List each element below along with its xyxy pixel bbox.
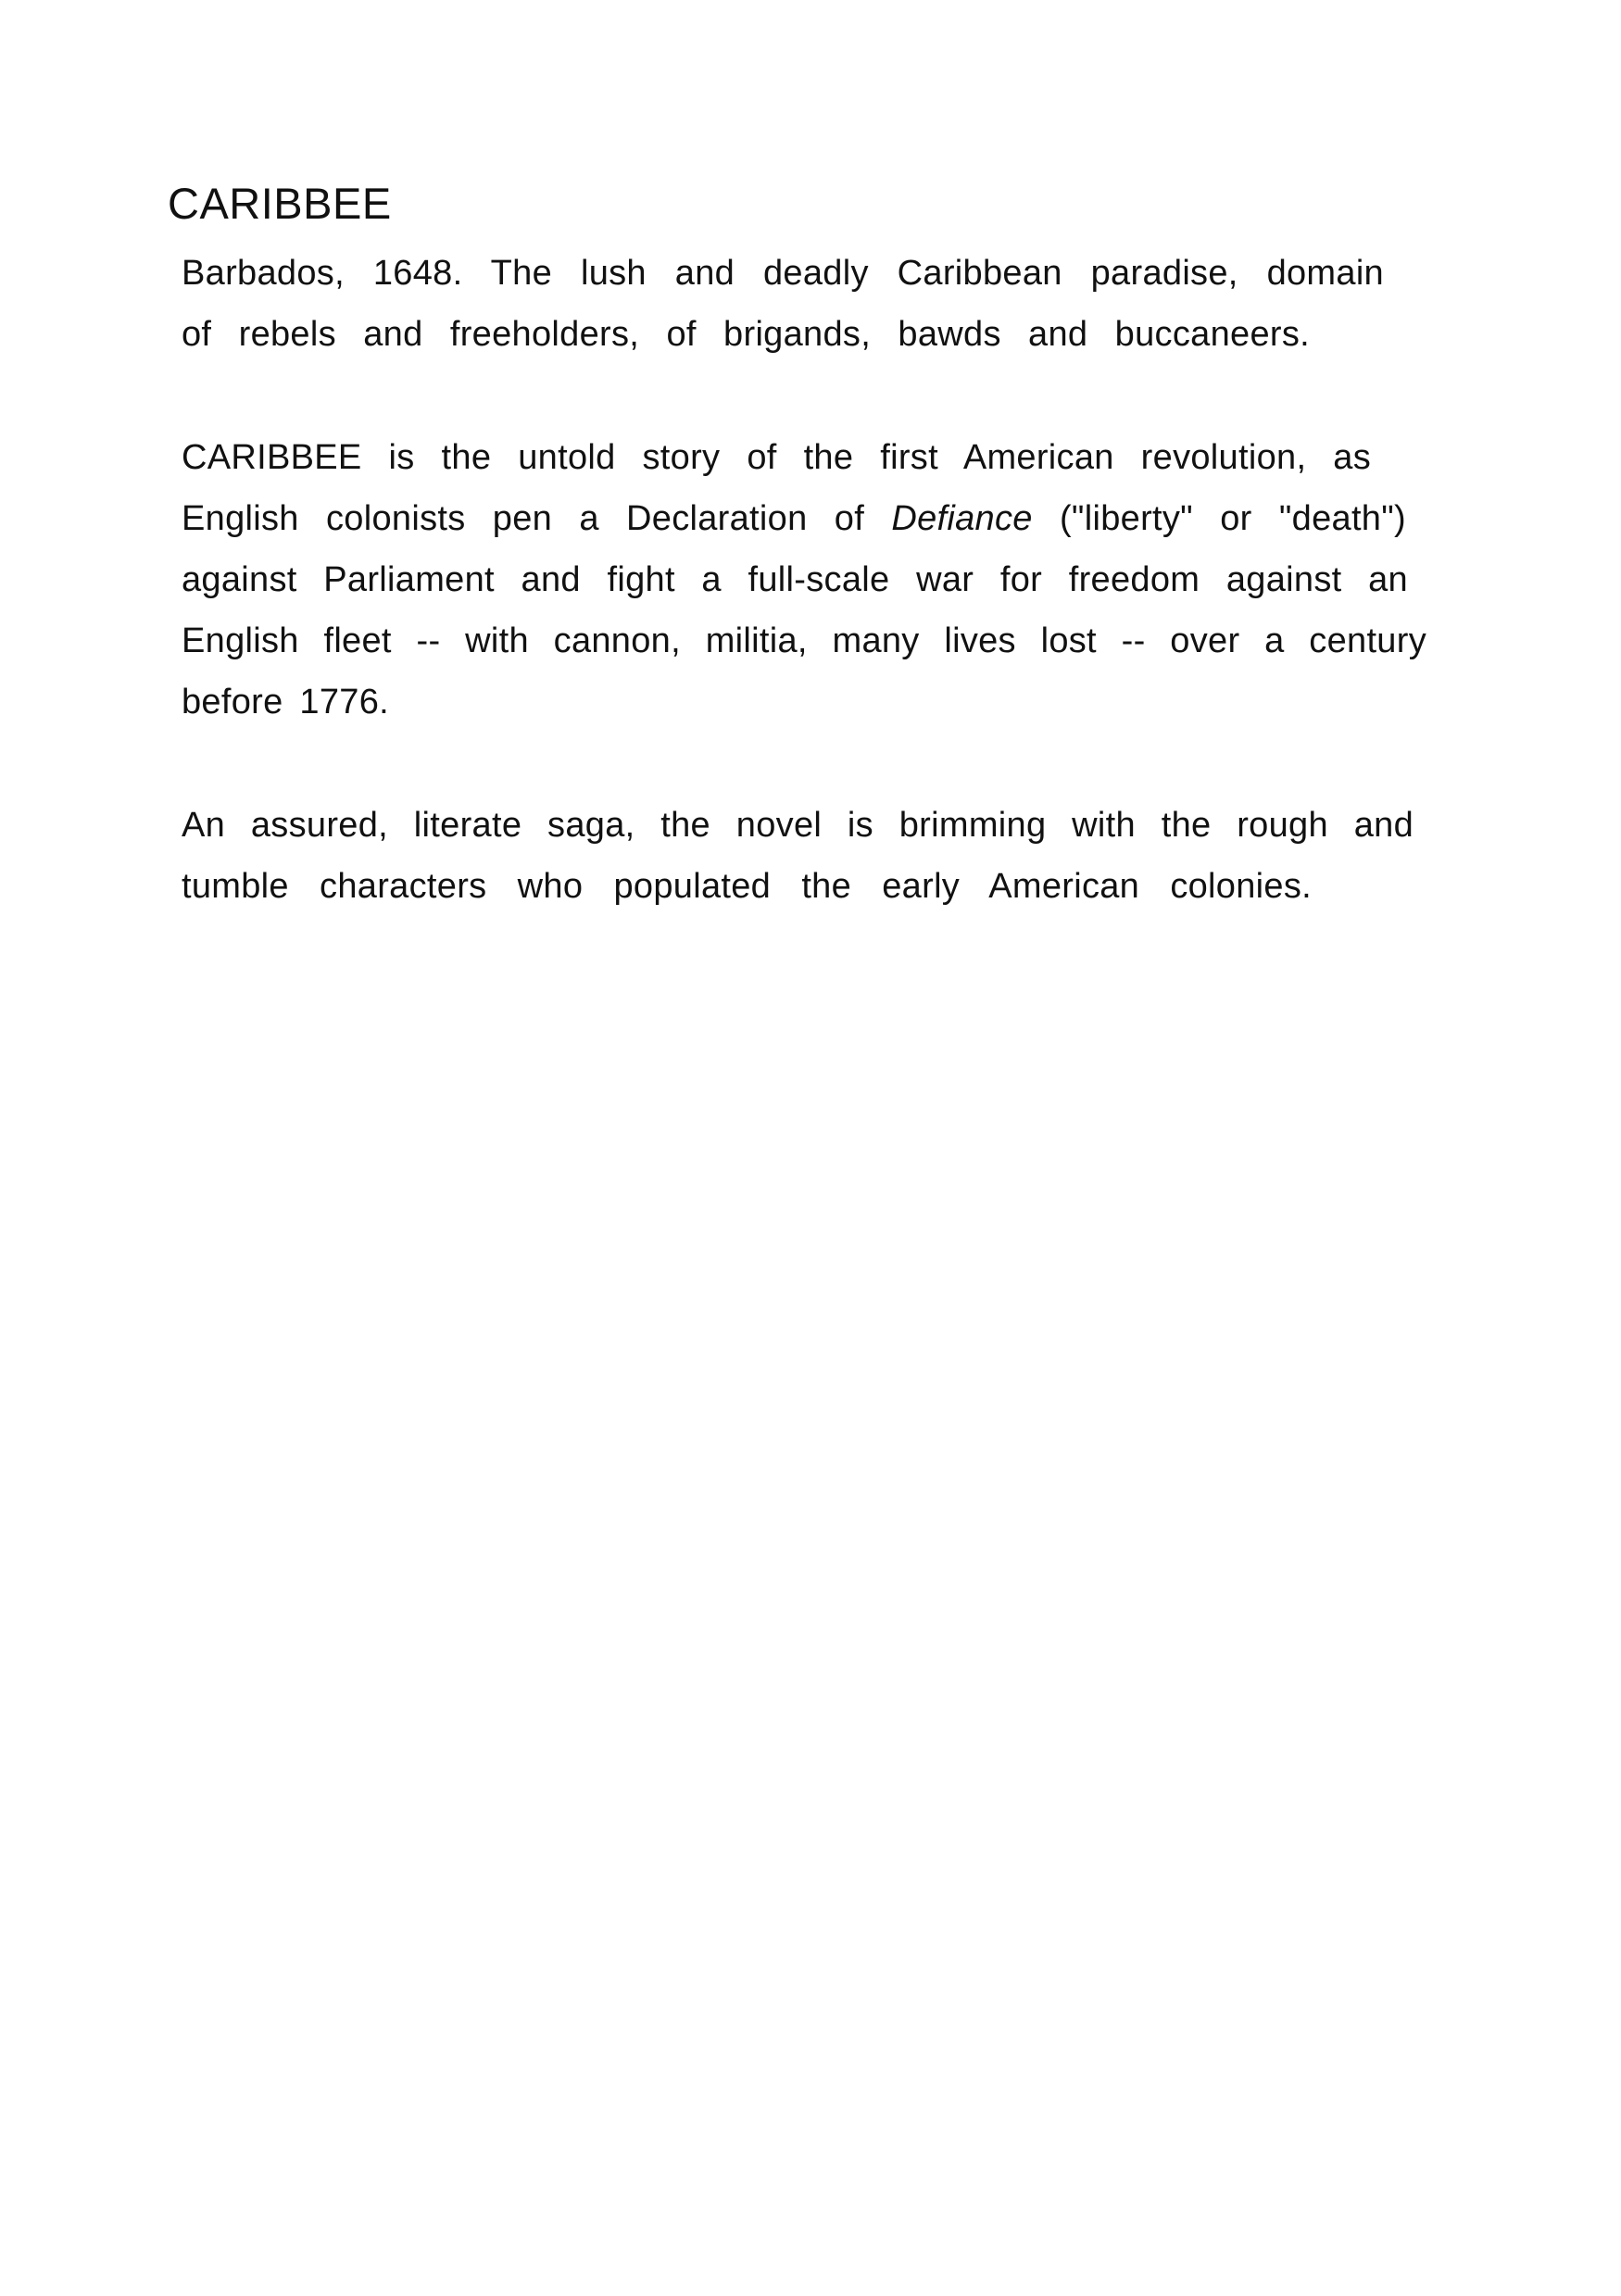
paragraph-praise-line-1: An assured, literate saga, the novel is brimming with the rough and [182,806,1414,845]
paragraph-story-line-1: CARIBBEE is the untold story of the first American revolution, as [182,438,1371,477]
paragraph-praise-line-2: tumble characters who populated the early American colonies. [182,867,1312,906]
document-title: CARIBBEE [168,179,392,228]
paragraph-story-line-2-end: ("liberty" or "death") [1032,499,1406,538]
paragraph-praise [182,795,1414,917]
paragraph-intro-line-1: Barbados, 1648. The lush and deadly Caribbean paradise, domain [182,254,1384,293]
defiance-italic-text: Defiance [891,499,1033,538]
paragraph-story [182,427,1426,733]
paragraph-story-line-4: English fleet -- with cannon, militia, many lives lost -- over a century [182,621,1426,660]
paragraph-story-line-5: before 1776. [182,683,389,721]
paragraph-story-line-3: against Parliament and fight a full-scale war for freedom against an [182,560,1408,599]
paragraph-intro [182,243,1384,365]
paragraph-story-line-2-start: English colonists pen a Declaration of [182,499,892,538]
paragraph-story-line-2 [182,488,1406,549]
paragraph-intro-line-2: of rebels and freeholders, of brigands, bawds and buccaneers. [182,315,1310,354]
